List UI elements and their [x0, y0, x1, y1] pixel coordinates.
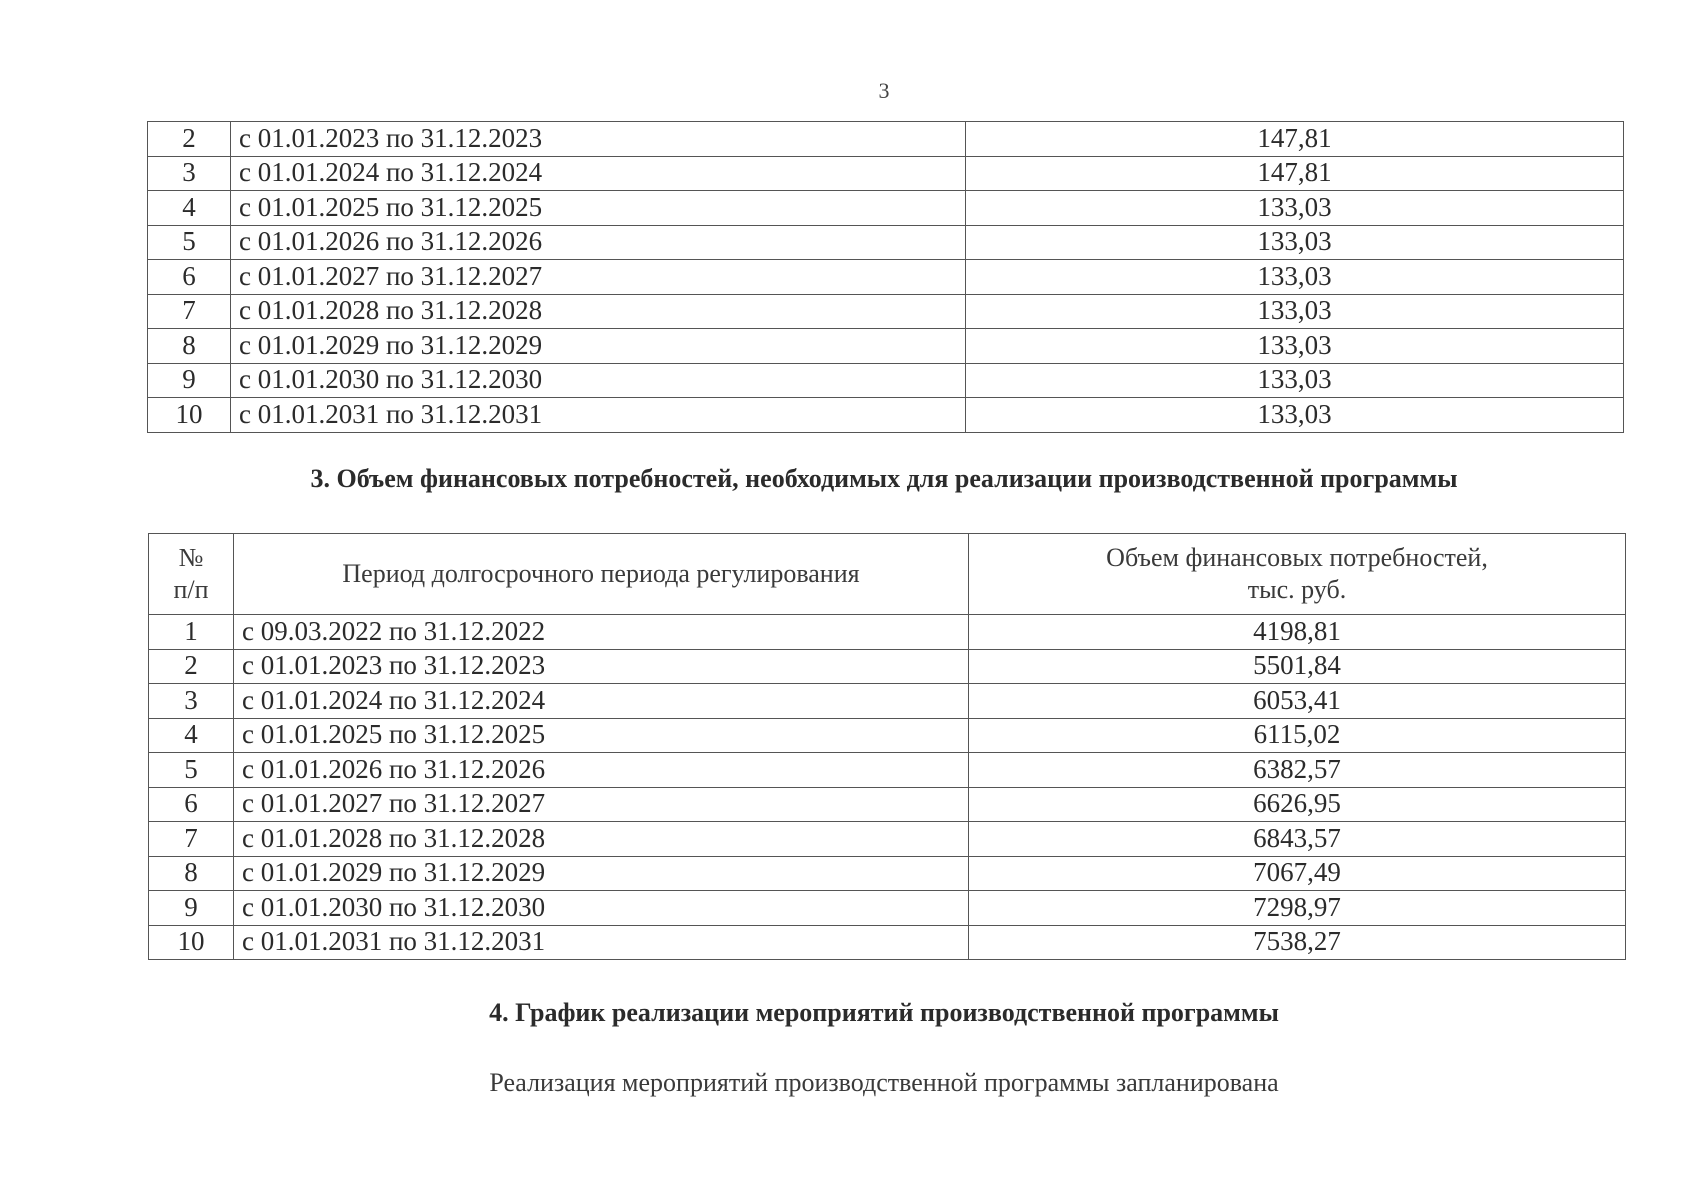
row-period: с 01.01.2026 по 31.12.2026	[234, 753, 969, 788]
table-row	[149, 891, 1626, 926]
row-value: 133,03	[966, 260, 1624, 295]
table-row	[149, 718, 1626, 753]
row-number: 2	[148, 122, 231, 157]
row-period: с 01.01.2024 по 31.12.2024	[231, 156, 966, 191]
table-row	[148, 329, 1624, 364]
row-period: с 01.01.2023 по 31.12.2023	[231, 122, 966, 157]
row-number: 4	[149, 718, 234, 753]
section-4-heading: 4. График реализации мероприятий производственной программы	[489, 998, 1279, 1027]
row-value: 7538,27	[969, 925, 1626, 960]
section-4-text: Реализация мероприятий производственной программы запланирована	[489, 1068, 1279, 1097]
page-number: 3	[878, 78, 890, 103]
row-number: 5	[148, 225, 231, 260]
row-value: 133,03	[966, 191, 1624, 226]
row-period: с 01.01.2026 по 31.12.2026	[231, 225, 966, 260]
header-number-line1: №	[178, 542, 204, 572]
row-value: 133,03	[966, 225, 1624, 260]
row-period: с 01.01.2028 по 31.12.2028	[231, 294, 966, 329]
row-period: с 01.01.2029 по 31.12.2029	[234, 856, 969, 891]
header-number	[149, 534, 234, 615]
continued-values-table	[147, 121, 1624, 433]
row-number: 3	[149, 684, 234, 719]
row-number: 10	[148, 398, 231, 433]
table-row	[149, 615, 1626, 650]
row-number: 9	[148, 363, 231, 398]
row-period: с 01.01.2031 по 31.12.2031	[234, 925, 969, 960]
row-value: 6843,57	[969, 822, 1626, 857]
financial-needs-table	[148, 533, 1626, 960]
table-row	[148, 225, 1624, 260]
header-value	[969, 534, 1626, 615]
row-value: 7298,97	[969, 891, 1626, 926]
row-number: 8	[149, 856, 234, 891]
header-value-line1: Объем финансовых потребностей,	[1106, 542, 1488, 572]
header-number-line2: п/п	[173, 575, 209, 604]
table-row	[148, 294, 1624, 329]
row-period: с 01.01.2027 по 31.12.2027	[234, 787, 969, 822]
table-row	[149, 787, 1626, 822]
row-period: с 01.01.2023 по 31.12.2023	[234, 649, 969, 684]
table-row	[149, 649, 1626, 684]
row-period: с 09.03.2022 по 31.12.2022	[234, 615, 969, 650]
row-number: 9	[149, 891, 234, 926]
row-period: с 01.01.2030 по 31.12.2030	[231, 363, 966, 398]
row-number: 6	[149, 787, 234, 822]
row-number: 8	[148, 329, 231, 364]
row-value: 133,03	[966, 398, 1624, 433]
row-number: 6	[148, 260, 231, 295]
table-row	[148, 156, 1624, 191]
header-period: Период долгосрочного периода регулирования	[234, 534, 969, 615]
row-value: 6626,95	[969, 787, 1626, 822]
row-value: 4198,81	[969, 615, 1626, 650]
table-row	[149, 822, 1626, 857]
row-value: 6382,57	[969, 753, 1626, 788]
row-period: с 01.01.2025 по 31.12.2025	[231, 191, 966, 226]
table-row	[148, 122, 1624, 157]
row-number: 7	[149, 822, 234, 857]
table-row	[149, 753, 1626, 788]
continued-values-table-body	[148, 122, 1624, 433]
table-row	[149, 925, 1626, 960]
row-number: 2	[149, 649, 234, 684]
row-period: с 01.01.2027 по 31.12.2027	[231, 260, 966, 295]
table-row	[149, 856, 1626, 891]
row-number: 4	[148, 191, 231, 226]
row-period: с 01.01.2028 по 31.12.2028	[234, 822, 969, 857]
table-header-row	[149, 534, 1626, 615]
row-value: 6115,02	[969, 718, 1626, 753]
table-row	[148, 260, 1624, 295]
row-value: 133,03	[966, 294, 1624, 329]
row-value: 133,03	[966, 363, 1624, 398]
table-row	[148, 398, 1624, 433]
section-3-heading: 3. Объем финансовых потребностей, необходимых для реализации производственной программы	[310, 464, 1458, 493]
row-period: с 01.01.2031 по 31.12.2031	[231, 398, 966, 433]
row-value: 6053,41	[969, 684, 1626, 719]
row-number: 1	[149, 615, 234, 650]
row-period: с 01.01.2025 по 31.12.2025	[234, 718, 969, 753]
header-value-line2: тыс. руб.	[1247, 575, 1347, 604]
row-period: с 01.01.2024 по 31.12.2024	[234, 684, 969, 719]
row-period: с 01.01.2029 по 31.12.2029	[231, 329, 966, 364]
row-period: с 01.01.2030 по 31.12.2030	[234, 891, 969, 926]
row-value: 5501,84	[969, 649, 1626, 684]
row-value: 7067,49	[969, 856, 1626, 891]
table-row	[149, 684, 1626, 719]
financial-needs-table-body	[149, 615, 1626, 960]
row-number: 3	[148, 156, 231, 191]
row-value: 133,03	[966, 329, 1624, 364]
row-number: 10	[149, 925, 234, 960]
row-value: 147,81	[966, 122, 1624, 157]
table-row	[148, 363, 1624, 398]
row-number: 5	[149, 753, 234, 788]
table-row	[148, 191, 1624, 226]
row-value: 147,81	[966, 156, 1624, 191]
row-number: 7	[148, 294, 231, 329]
